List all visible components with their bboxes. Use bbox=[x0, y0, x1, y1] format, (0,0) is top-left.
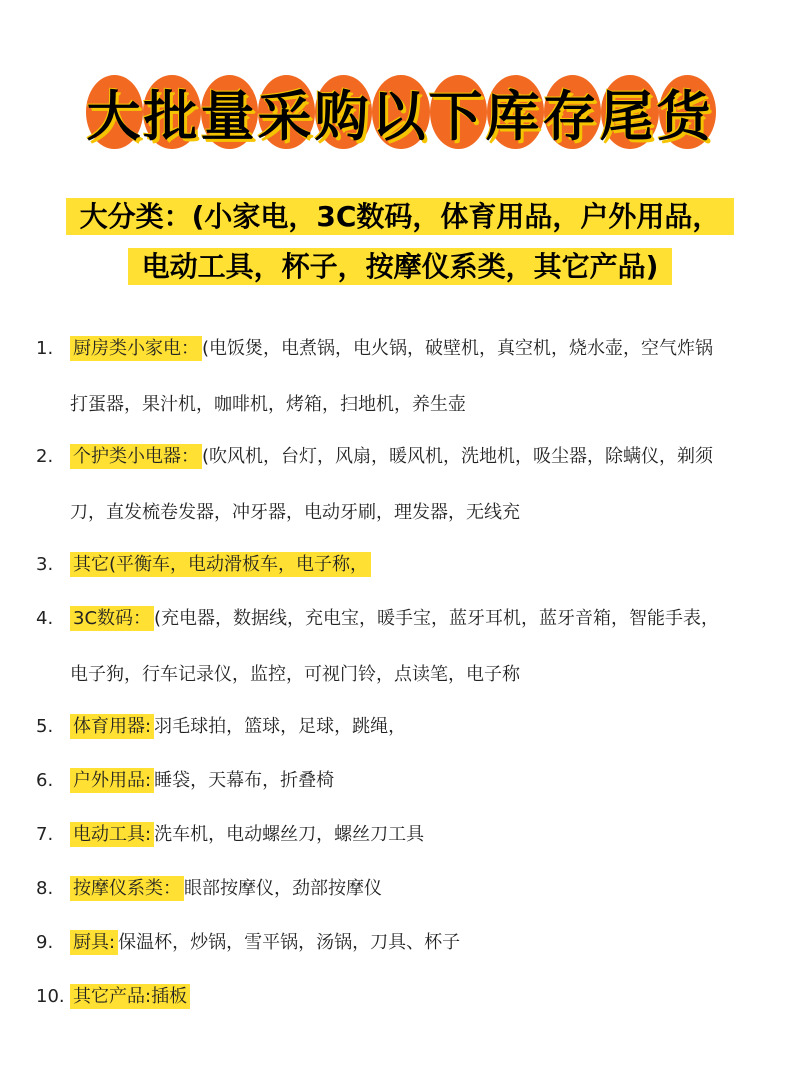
item-label: 户外用品: bbox=[70, 768, 154, 793]
item-text: (电饭煲，电煮锅，电火锅，破壁机，真空机，烧水壶，空气炸锅 bbox=[202, 338, 714, 359]
list-item bbox=[36, 978, 776, 1032]
list-item bbox=[36, 924, 776, 978]
item-text: 洗车机，电动螺丝刀，螺丝刀工具 bbox=[154, 824, 425, 845]
list-item bbox=[36, 546, 776, 600]
item-text: 眼部按摩仪，劲部按摩仪 bbox=[184, 878, 382, 899]
item-number: 2. bbox=[36, 446, 54, 467]
category-summary bbox=[0, 196, 800, 296]
item-text: (吹风机，台灯，风扇，暖风机，洗地机，吸尘器，除螨仪，剃须 bbox=[202, 446, 714, 467]
page-title: 大批量采购以下库存尾货 bbox=[86, 84, 714, 148]
item-number: 10. bbox=[36, 986, 65, 1007]
category-summary-line-2: 电动工具，杯子，按摩仪系类，其它产品) bbox=[128, 248, 673, 285]
item-text-continued: 刀，直发梳卷发器，冲牙器，电动牙刷，理发器，无线充 bbox=[70, 502, 520, 523]
item-number: 1. bbox=[36, 338, 54, 359]
item-text: 羽毛球拍，篮球，足球，跳绳， bbox=[154, 716, 407, 737]
list-item bbox=[36, 708, 776, 762]
item-label: 体育用器: bbox=[70, 714, 154, 739]
item-label: 电动工具: bbox=[70, 822, 154, 847]
item-label: 个护类小电器： bbox=[70, 444, 202, 469]
title-banner bbox=[0, 72, 800, 152]
item-number: 3. bbox=[36, 554, 54, 575]
list-item bbox=[36, 438, 776, 546]
item-label: 其它(平衡车，电动滑板车，电子称， bbox=[70, 552, 371, 577]
item-text-continued: 电子狗，行车记录仪，监控，可视门铃，点读笔，电子称 bbox=[70, 664, 520, 685]
list-item bbox=[36, 816, 776, 870]
category-list bbox=[36, 330, 776, 1032]
item-number: 4. bbox=[36, 608, 54, 629]
item-label: 3C数码： bbox=[70, 606, 154, 631]
list-item bbox=[36, 762, 776, 816]
item-number: 9. bbox=[36, 932, 54, 953]
item-text-continued: 打蛋器，果汁机，咖啡机，烤箱，扫地机，养生壶 bbox=[70, 394, 466, 415]
list-item bbox=[36, 330, 776, 438]
item-label: 厨具: bbox=[70, 930, 118, 955]
item-number: 7. bbox=[36, 824, 54, 845]
item-text: 睡袋，天幕布，折叠椅 bbox=[154, 770, 335, 791]
item-label: 厨房类小家电： bbox=[70, 336, 202, 361]
list-item bbox=[36, 600, 776, 708]
item-number: 6. bbox=[36, 770, 54, 791]
category-summary-line-1: 大分类：(小家电，3C数码，体育用品，户外用品， bbox=[66, 198, 735, 235]
item-text: (充电器，数据线，充电宝，暖手宝，蓝牙耳机，蓝牙音箱，智能手表， bbox=[154, 608, 720, 629]
item-number: 8. bbox=[36, 878, 54, 899]
item-text: 保温杯，炒锅，雪平锅，汤锅，刀具、杯子 bbox=[118, 932, 461, 953]
list-item bbox=[36, 870, 776, 924]
item-label: 其它产品:插板 bbox=[70, 984, 190, 1009]
item-number: 5. bbox=[36, 716, 54, 737]
item-label: 按摩仪系类： bbox=[70, 876, 184, 901]
